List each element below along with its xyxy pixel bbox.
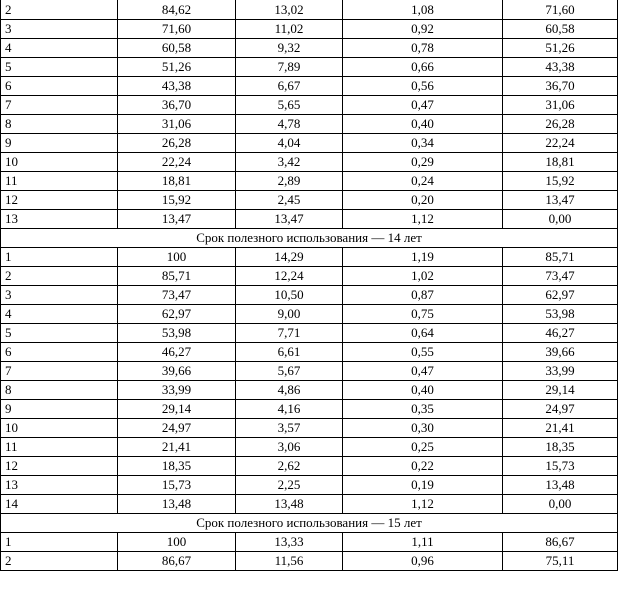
table-row <box>1 39 618 58</box>
start-value-cell: 29,14 <box>118 400 236 419</box>
annual-rate-cell: 11,56 <box>236 552 343 571</box>
start-value-cell: 100 <box>118 248 236 267</box>
table-body <box>1 0 618 571</box>
annual-rate-cell: 7,89 <box>236 58 343 77</box>
monthly-rate-cell: 0,40 <box>343 381 503 400</box>
start-value-cell: 60,58 <box>118 39 236 58</box>
table-row <box>1 533 618 552</box>
table-row <box>1 153 618 172</box>
end-value-cell: 46,27 <box>503 324 618 343</box>
annual-rate-cell: 4,04 <box>236 134 343 153</box>
start-value-cell: 18,81 <box>118 172 236 191</box>
annual-rate-cell: 4,78 <box>236 115 343 134</box>
start-value-cell: 15,92 <box>118 191 236 210</box>
start-value-cell: 62,97 <box>118 305 236 324</box>
annual-rate-cell: 13,48 <box>236 495 343 514</box>
year-cell: 4 <box>1 305 118 324</box>
monthly-rate-cell: 0,64 <box>343 324 503 343</box>
table-row <box>1 58 618 77</box>
year-cell: 2 <box>1 267 118 286</box>
end-value-cell: 26,28 <box>503 115 618 134</box>
end-value-cell: 24,97 <box>503 400 618 419</box>
start-value-cell: 13,47 <box>118 210 236 229</box>
year-cell: 6 <box>1 77 118 96</box>
annual-rate-cell: 11,02 <box>236 20 343 39</box>
year-cell: 2 <box>1 552 118 571</box>
year-cell: 1 <box>1 248 118 267</box>
monthly-rate-cell: 0,56 <box>343 77 503 96</box>
monthly-rate-cell: 0,29 <box>343 153 503 172</box>
start-value-cell: 13,48 <box>118 495 236 514</box>
year-cell: 7 <box>1 96 118 115</box>
end-value-cell: 51,26 <box>503 39 618 58</box>
start-value-cell: 24,97 <box>118 419 236 438</box>
monthly-rate-cell: 0,92 <box>343 20 503 39</box>
year-cell: 7 <box>1 362 118 381</box>
monthly-rate-cell: 1,02 <box>343 267 503 286</box>
section-header: Срок полезного использования — 15 лет <box>1 514 618 533</box>
year-cell: 10 <box>1 153 118 172</box>
start-value-cell: 36,70 <box>118 96 236 115</box>
end-value-cell: 29,14 <box>503 381 618 400</box>
annual-rate-cell: 6,67 <box>236 77 343 96</box>
year-cell: 10 <box>1 419 118 438</box>
end-value-cell: 13,47 <box>503 191 618 210</box>
table-row <box>1 191 618 210</box>
start-value-cell: 18,35 <box>118 457 236 476</box>
annual-rate-cell: 2,25 <box>236 476 343 495</box>
section-header: Срок полезного использования — 14 лет <box>1 229 618 248</box>
year-cell: 9 <box>1 400 118 419</box>
monthly-rate-cell: 0,75 <box>343 305 503 324</box>
start-value-cell: 33,99 <box>118 381 236 400</box>
monthly-rate-cell: 0,55 <box>343 343 503 362</box>
monthly-rate-cell: 0,19 <box>343 476 503 495</box>
start-value-cell: 84,62 <box>118 0 236 20</box>
table-row <box>1 381 618 400</box>
annual-rate-cell: 9,32 <box>236 39 343 58</box>
start-value-cell: 22,24 <box>118 153 236 172</box>
section-header-row <box>1 514 618 533</box>
annual-rate-cell: 7,71 <box>236 324 343 343</box>
monthly-rate-cell: 0,25 <box>343 438 503 457</box>
end-value-cell: 0,00 <box>503 495 618 514</box>
table-row <box>1 115 618 134</box>
year-cell: 5 <box>1 58 118 77</box>
monthly-rate-cell: 0,22 <box>343 457 503 476</box>
end-value-cell: 0,00 <box>503 210 618 229</box>
start-value-cell: 15,73 <box>118 476 236 495</box>
table-row <box>1 172 618 191</box>
annual-rate-cell: 12,24 <box>236 267 343 286</box>
year-cell: 11 <box>1 438 118 457</box>
year-cell: 14 <box>1 495 118 514</box>
annual-rate-cell: 3,06 <box>236 438 343 457</box>
end-value-cell: 31,06 <box>503 96 618 115</box>
table-row <box>1 324 618 343</box>
table-row <box>1 96 618 115</box>
monthly-rate-cell: 0,40 <box>343 115 503 134</box>
year-cell: 5 <box>1 324 118 343</box>
end-value-cell: 75,11 <box>503 552 618 571</box>
table-row <box>1 210 618 229</box>
year-cell: 12 <box>1 457 118 476</box>
start-value-cell: 53,98 <box>118 324 236 343</box>
annual-rate-cell: 2,89 <box>236 172 343 191</box>
table-row <box>1 400 618 419</box>
start-value-cell: 39,66 <box>118 362 236 381</box>
monthly-rate-cell: 0,47 <box>343 96 503 115</box>
table-row <box>1 305 618 324</box>
monthly-rate-cell: 0,78 <box>343 39 503 58</box>
monthly-rate-cell: 0,87 <box>343 286 503 305</box>
table-row <box>1 419 618 438</box>
start-value-cell: 46,27 <box>118 343 236 362</box>
table-row <box>1 77 618 96</box>
monthly-rate-cell: 0,66 <box>343 58 503 77</box>
table-row <box>1 362 618 381</box>
year-cell: 1 <box>1 533 118 552</box>
monthly-rate-cell: 0,20 <box>343 191 503 210</box>
annual-rate-cell: 4,86 <box>236 381 343 400</box>
end-value-cell: 13,48 <box>503 476 618 495</box>
end-value-cell: 18,35 <box>503 438 618 457</box>
table-row <box>1 248 618 267</box>
year-cell: 11 <box>1 172 118 191</box>
table-row <box>1 495 618 514</box>
annual-rate-cell: 10,50 <box>236 286 343 305</box>
annual-rate-cell: 6,61 <box>236 343 343 362</box>
start-value-cell: 51,26 <box>118 58 236 77</box>
section-header-row <box>1 229 618 248</box>
end-value-cell: 85,71 <box>503 248 618 267</box>
end-value-cell: 18,81 <box>503 153 618 172</box>
start-value-cell: 85,71 <box>118 267 236 286</box>
annual-rate-cell: 3,42 <box>236 153 343 172</box>
start-value-cell: 21,41 <box>118 438 236 457</box>
table-row <box>1 476 618 495</box>
monthly-rate-cell: 0,35 <box>343 400 503 419</box>
table-row <box>1 267 618 286</box>
year-cell: 8 <box>1 115 118 134</box>
monthly-rate-cell: 1,12 <box>343 495 503 514</box>
year-cell: 2 <box>1 0 118 20</box>
year-cell: 8 <box>1 381 118 400</box>
end-value-cell: 33,99 <box>503 362 618 381</box>
monthly-rate-cell: 1,12 <box>343 210 503 229</box>
table-row <box>1 286 618 305</box>
year-cell: 12 <box>1 191 118 210</box>
table-row <box>1 438 618 457</box>
annual-rate-cell: 5,67 <box>236 362 343 381</box>
table-row <box>1 457 618 476</box>
year-cell: 13 <box>1 476 118 495</box>
year-cell: 4 <box>1 39 118 58</box>
annual-rate-cell: 9,00 <box>236 305 343 324</box>
end-value-cell: 15,73 <box>503 457 618 476</box>
start-value-cell: 26,28 <box>118 134 236 153</box>
monthly-rate-cell: 0,34 <box>343 134 503 153</box>
monthly-rate-cell: 0,47 <box>343 362 503 381</box>
year-cell: 3 <box>1 286 118 305</box>
year-cell: 13 <box>1 210 118 229</box>
year-cell: 9 <box>1 134 118 153</box>
end-value-cell: 71,60 <box>503 0 618 20</box>
table-row <box>1 0 618 20</box>
annual-rate-cell: 13,47 <box>236 210 343 229</box>
annual-rate-cell: 2,45 <box>236 191 343 210</box>
table-row <box>1 552 618 571</box>
year-cell: 3 <box>1 20 118 39</box>
end-value-cell: 15,92 <box>503 172 618 191</box>
monthly-rate-cell: 1,11 <box>343 533 503 552</box>
end-value-cell: 73,47 <box>503 267 618 286</box>
end-value-cell: 53,98 <box>503 305 618 324</box>
annual-rate-cell: 2,62 <box>236 457 343 476</box>
end-value-cell: 39,66 <box>503 343 618 362</box>
monthly-rate-cell: 1,08 <box>343 0 503 20</box>
table-row <box>1 134 618 153</box>
year-cell: 6 <box>1 343 118 362</box>
table-row <box>1 20 618 39</box>
annual-rate-cell: 13,02 <box>236 0 343 20</box>
start-value-cell: 86,67 <box>118 552 236 571</box>
annual-rate-cell: 14,29 <box>236 248 343 267</box>
annual-rate-cell: 3,57 <box>236 419 343 438</box>
monthly-rate-cell: 0,96 <box>343 552 503 571</box>
annual-rate-cell: 13,33 <box>236 533 343 552</box>
end-value-cell: 43,38 <box>503 58 618 77</box>
end-value-cell: 36,70 <box>503 77 618 96</box>
end-value-cell: 60,58 <box>503 20 618 39</box>
end-value-cell: 86,67 <box>503 533 618 552</box>
start-value-cell: 43,38 <box>118 77 236 96</box>
start-value-cell: 71,60 <box>118 20 236 39</box>
annual-rate-cell: 5,65 <box>236 96 343 115</box>
monthly-rate-cell: 0,30 <box>343 419 503 438</box>
end-value-cell: 22,24 <box>503 134 618 153</box>
annual-rate-cell: 4,16 <box>236 400 343 419</box>
end-value-cell: 62,97 <box>503 286 618 305</box>
start-value-cell: 31,06 <box>118 115 236 134</box>
monthly-rate-cell: 1,19 <box>343 248 503 267</box>
table-row <box>1 343 618 362</box>
start-value-cell: 100 <box>118 533 236 552</box>
monthly-rate-cell: 0,24 <box>343 172 503 191</box>
start-value-cell: 73,47 <box>118 286 236 305</box>
end-value-cell: 21,41 <box>503 419 618 438</box>
